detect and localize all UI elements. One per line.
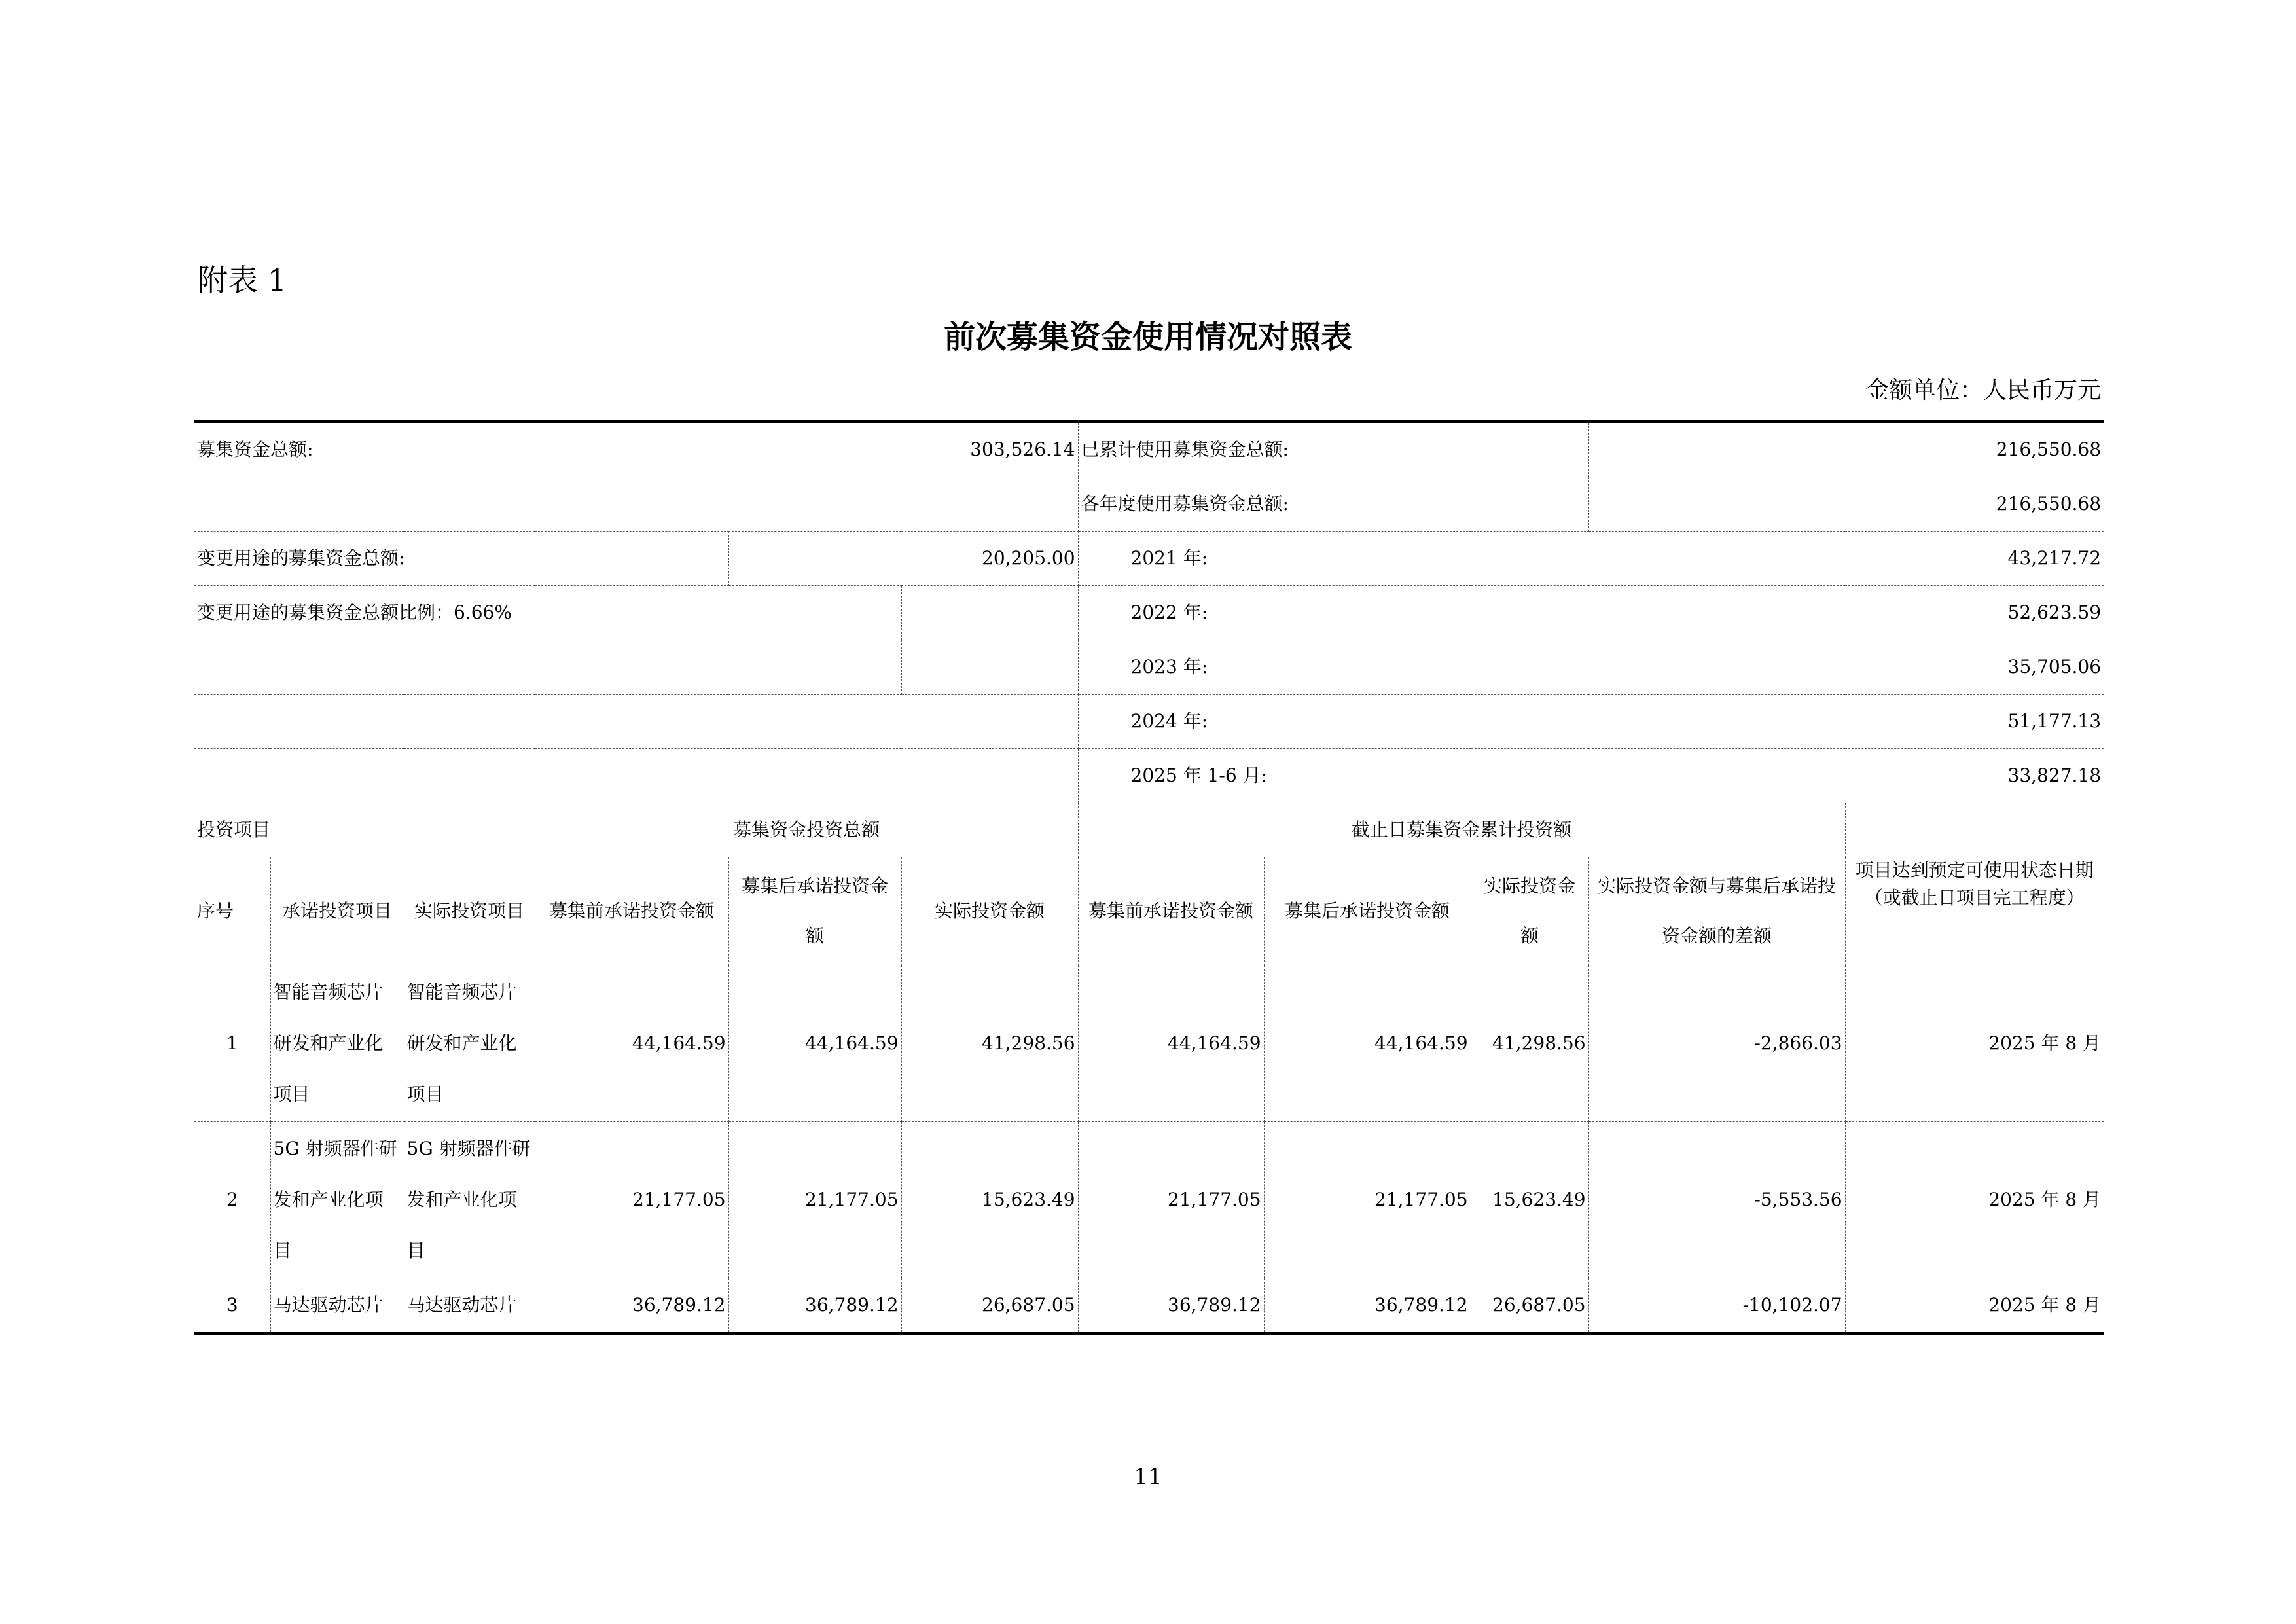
cum-actual-cell: 26,687.05 xyxy=(1471,1278,1588,1334)
pre-commit-header: 募集前承诺投资金额 xyxy=(535,857,728,965)
cum-pre-commit-header: 募集前承诺投资金额 xyxy=(1078,857,1264,965)
cum-post-commit-cell: 21,177.05 xyxy=(1264,1122,1471,1278)
pre-commit-cell: 36,789.12 xyxy=(535,1278,728,1334)
actual-project-cell: 5G 射频器件研发和产业化项目 xyxy=(404,1122,535,1278)
changed-ratio-label: 变更用途的募集资金总额比例：6.66% xyxy=(194,586,901,640)
header-group-row xyxy=(194,803,2104,857)
table-row xyxy=(194,965,2104,1122)
annual-used-label: 各年度使用募集资金总额: xyxy=(1078,477,1588,532)
year-label: 2023 年: xyxy=(1078,640,1471,695)
diff-cell: -10,102.07 xyxy=(1588,1278,1845,1334)
summary-row-2024 xyxy=(194,695,2104,749)
actual-amount-cell: 15,623.49 xyxy=(901,1122,1078,1278)
table-row xyxy=(194,1122,2104,1278)
post-commit-header: 募集后承诺投资金额 xyxy=(728,857,901,965)
cum-pre-commit-cell: 36,789.12 xyxy=(1078,1278,1264,1334)
total-invest-group-header: 募集资金投资总额 xyxy=(535,803,1078,857)
actual-project-cell: 马达驱动芯片 xyxy=(404,1278,535,1334)
cumulative-group-header: 截止日募集资金累计投资额 xyxy=(1078,803,1845,857)
cum-post-commit-header: 募集后承诺投资金额 xyxy=(1264,857,1471,965)
table-row xyxy=(194,1278,2104,1334)
diff-header: 实际投资金额与募集后承诺投资金额的差额 xyxy=(1588,857,1845,965)
annual-used-value: 216,550.68 xyxy=(1588,477,2104,532)
committed-project-cell: 马达驱动芯片 xyxy=(270,1278,404,1334)
diff-cell: -5,553.56 xyxy=(1588,1122,1845,1278)
empty-cell xyxy=(194,695,1078,749)
seq-cell: 1 xyxy=(194,965,270,1122)
empty-cell xyxy=(194,749,1078,803)
seq-cell: 3 xyxy=(194,1278,270,1334)
changed-total-value: 20,205.00 xyxy=(728,532,1078,586)
appendix-label: 附表 1 xyxy=(198,262,287,298)
empty-cell xyxy=(194,477,1078,532)
committed-project-cell: 智能音频芯片研发和产业化项目 xyxy=(270,965,404,1122)
amount-unit: 金额单位：人民币万元 xyxy=(1865,377,2101,404)
summary-row-annual xyxy=(194,477,2104,532)
ready-date-cell: 2025 年 8 月 xyxy=(1845,965,2104,1122)
committed-project-cell: 5G 射频器件研发和产业化项目 xyxy=(270,1122,404,1278)
post-commit-cell: 21,177.05 xyxy=(728,1122,901,1278)
year-label: 2021 年: xyxy=(1078,532,1471,586)
project-group-header: 投资项目 xyxy=(194,803,535,857)
year-value: 51,177.13 xyxy=(1471,695,2104,749)
actual-amount-header: 实际投资金额 xyxy=(901,857,1078,965)
year-label: 2025 年 1-6 月: xyxy=(1078,749,1471,803)
ready-date-header: 项目达到预定可使用状态日期（或截止日项目完工程度） xyxy=(1845,803,2104,965)
cum-pre-commit-cell: 44,164.59 xyxy=(1078,965,1264,1122)
actual-amount-cell: 41,298.56 xyxy=(901,965,1078,1122)
summary-row-2022 xyxy=(194,586,2104,640)
cumulative-used-label: 已累计使用募集资金总额: xyxy=(1078,422,1588,477)
year-label: 2022 年: xyxy=(1078,586,1471,640)
changed-total-label: 变更用途的募集资金总额: xyxy=(194,532,728,586)
cum-post-commit-cell: 36,789.12 xyxy=(1264,1278,1471,1334)
pre-commit-cell: 44,164.59 xyxy=(535,965,728,1122)
cum-post-commit-cell: 44,164.59 xyxy=(1264,965,1471,1122)
cum-pre-commit-cell: 21,177.05 xyxy=(1078,1122,1264,1278)
summary-row-2025 xyxy=(194,749,2104,803)
summary-row-2023 xyxy=(194,640,2104,695)
empty-cell xyxy=(901,586,1078,640)
post-commit-cell: 36,789.12 xyxy=(728,1278,901,1334)
summary-row-2021 xyxy=(194,532,2104,586)
seq-cell: 2 xyxy=(194,1122,270,1278)
year-value: 33,827.18 xyxy=(1471,749,2104,803)
cum-actual-cell: 15,623.49 xyxy=(1471,1122,1588,1278)
committed-project-header: 承诺投资项目 xyxy=(270,857,404,965)
total-raised-label: 募集资金总额: xyxy=(194,422,535,477)
year-value: 35,705.06 xyxy=(1471,640,2104,695)
actual-project-header: 实际投资项目 xyxy=(404,857,535,965)
page-number: 11 xyxy=(1134,1464,1162,1490)
year-value: 43,217.72 xyxy=(1471,532,2104,586)
cum-actual-header: 实际投资金额 xyxy=(1471,857,1588,965)
ready-date-cell: 2025 年 8 月 xyxy=(1845,1278,2104,1334)
header-detail-row xyxy=(194,857,2104,965)
page-title: 前次募集资金使用情况对照表 xyxy=(943,319,1352,355)
year-value: 52,623.59 xyxy=(1471,586,2104,640)
diff-cell: -2,866.03 xyxy=(1588,965,1845,1122)
empty-cell xyxy=(901,640,1078,695)
actual-amount-cell: 26,687.05 xyxy=(901,1278,1078,1334)
ready-date-cell: 2025 年 8 月 xyxy=(1845,1122,2104,1278)
year-label: 2024 年: xyxy=(1078,695,1471,749)
empty-cell xyxy=(194,640,901,695)
post-commit-cell: 44,164.59 xyxy=(728,965,901,1122)
cumulative-used-value: 216,550.68 xyxy=(1588,422,2104,477)
seq-header: 序号 xyxy=(194,857,270,965)
fund-usage-table xyxy=(194,420,2104,1335)
total-raised-value: 303,526.14 xyxy=(535,422,1078,477)
actual-project-cell: 智能音频芯片研发和产业化项目 xyxy=(404,965,535,1122)
cum-actual-cell: 41,298.56 xyxy=(1471,965,1588,1122)
pre-commit-cell: 21,177.05 xyxy=(535,1122,728,1278)
summary-row-total xyxy=(194,422,2104,477)
